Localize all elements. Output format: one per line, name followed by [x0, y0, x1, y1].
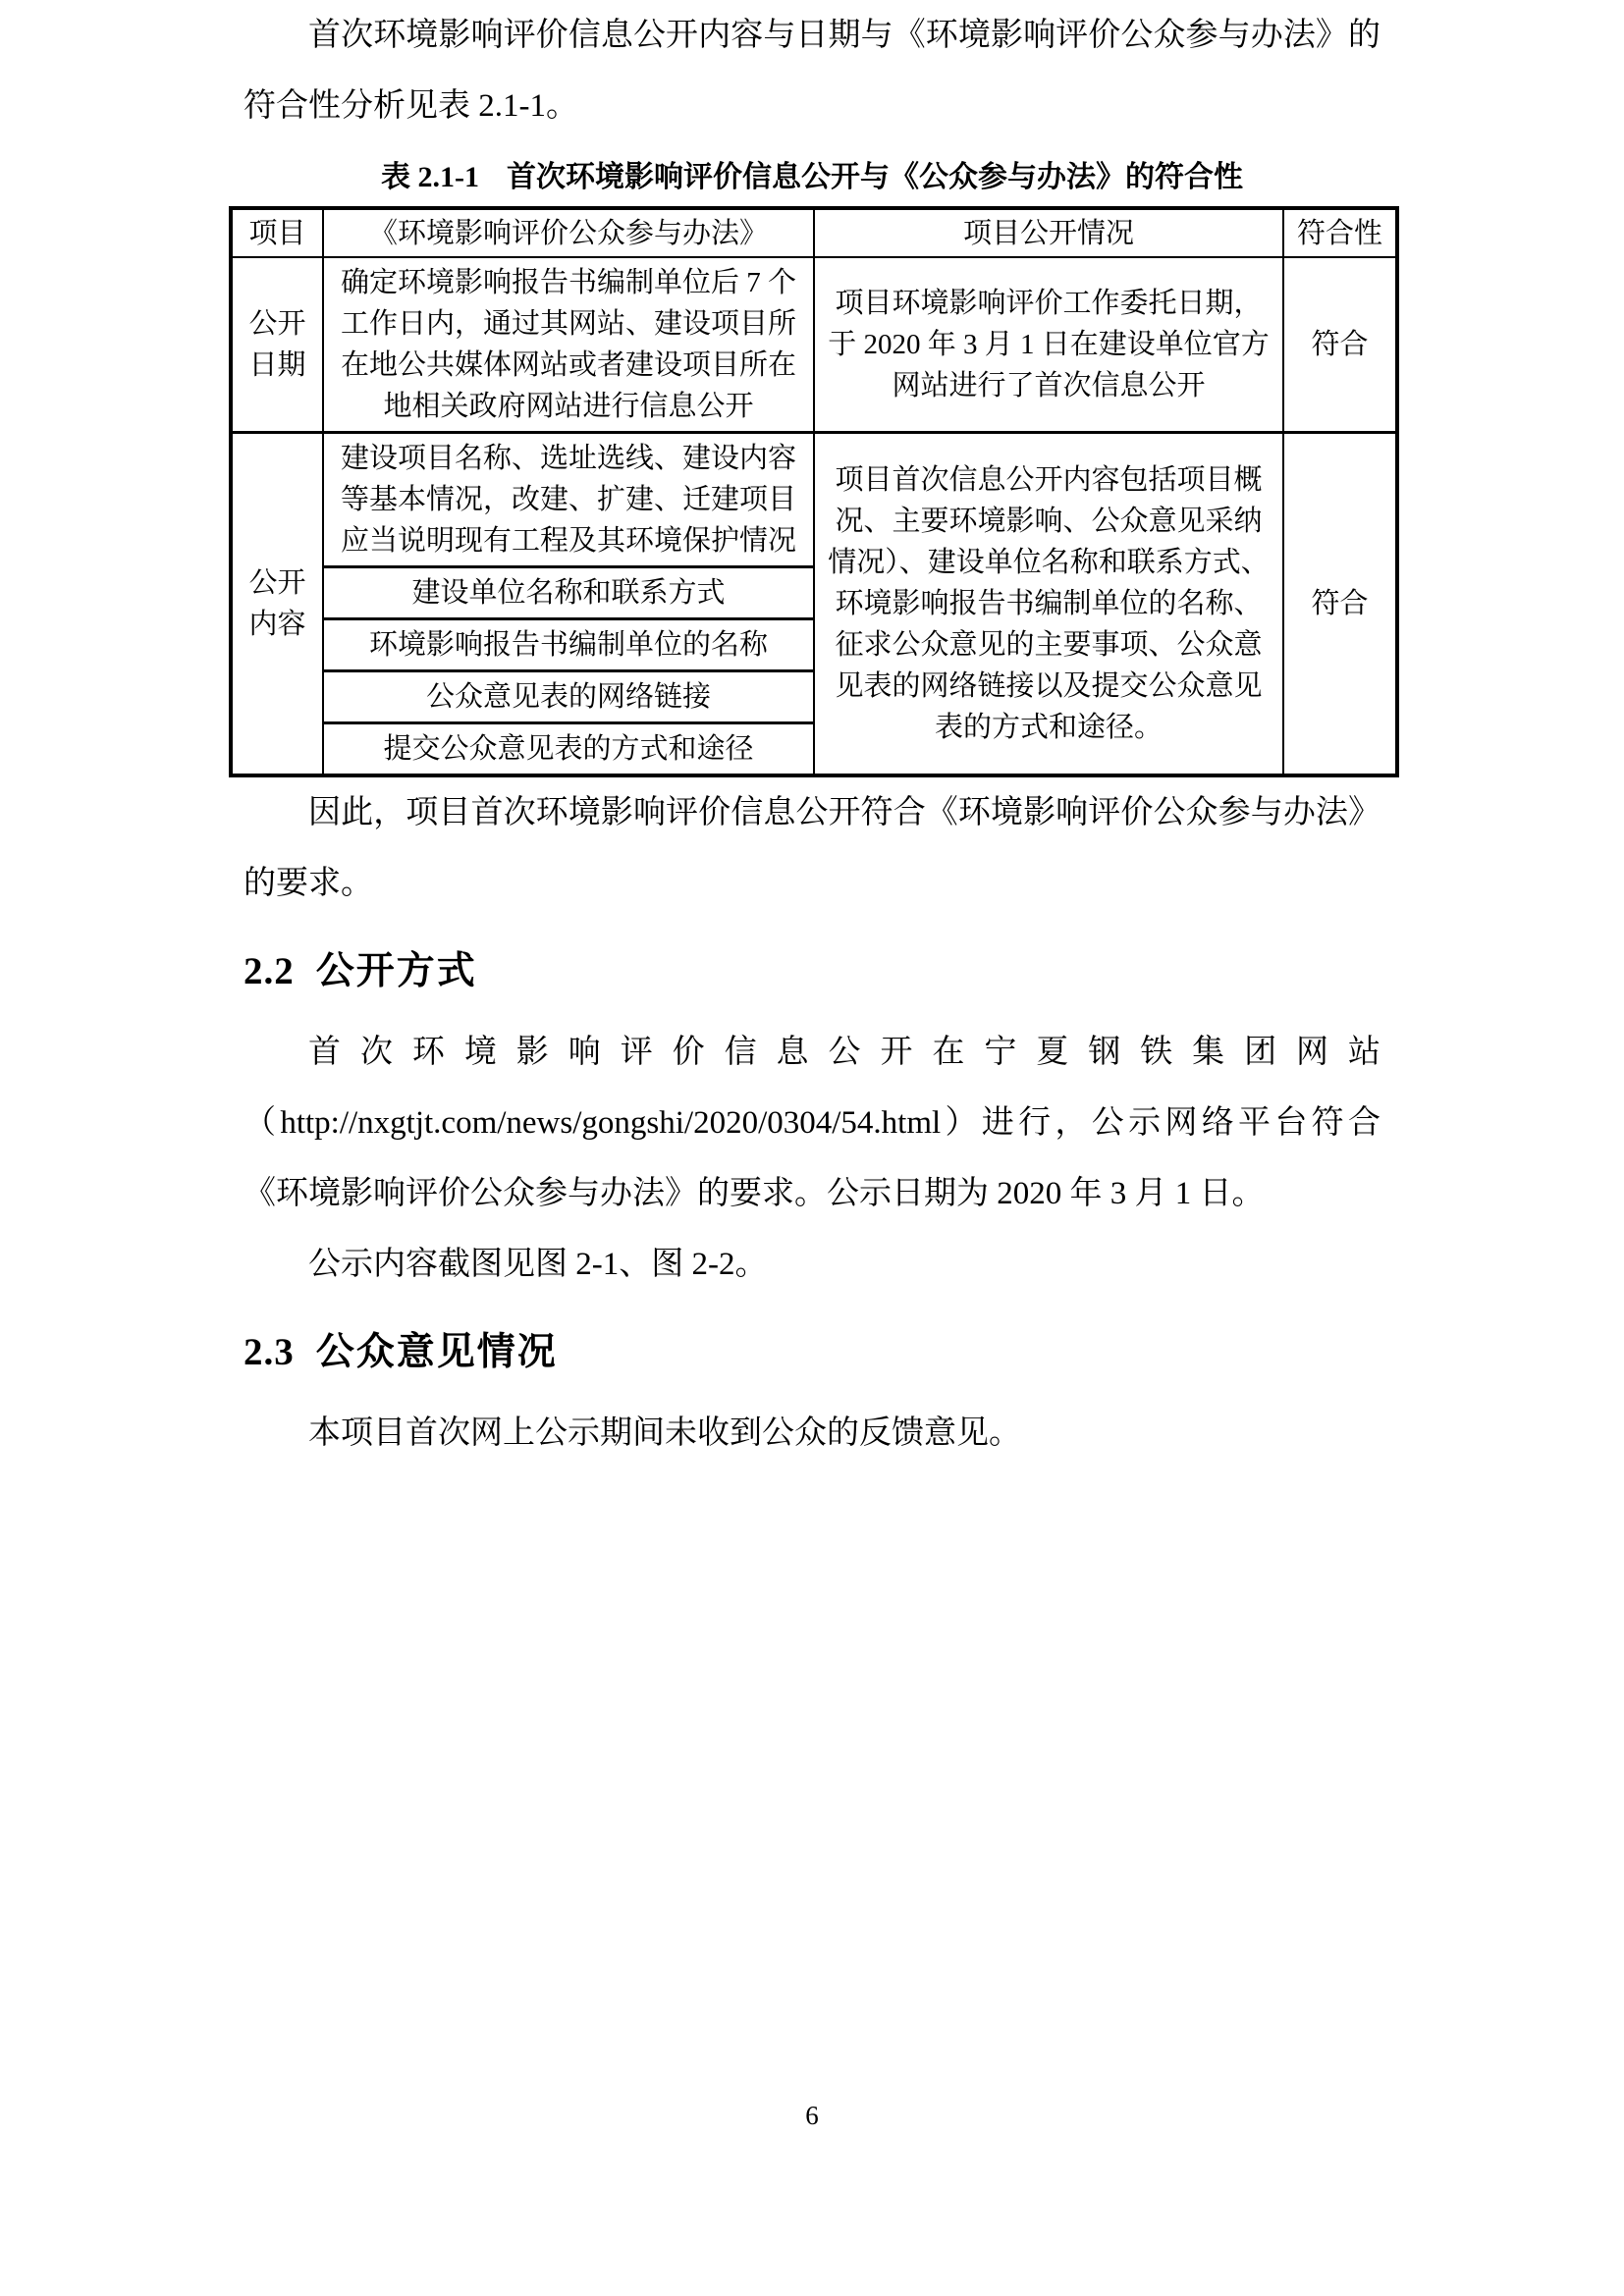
section-2-3-heading — [244, 1325, 1380, 1380]
header-cell-measures: 《环境影响评价公众参与办法》 — [323, 208, 814, 257]
intro-paragraph: 首次环境影响评价信息公开内容与日期与《环境影响评价公众参与办法》的符合性分析见表 2.1-1。 — [244, 18, 1380, 124]
cell-publish-content-requirement-5: 提交公众意见表的方式和途径 — [323, 723, 814, 776]
table-row-publish-content — [231, 433, 1397, 567]
section-2-2-paragraph-1: 首次环境影响评价信息公开在宁夏钢铁集团网站（http://nxgtjt.com/news/gongshi/2020/0304/54.html）进行，公示网络平台符合《环境影响评价公众参与办法》的要求。公示日期为 2020 年 3 月 1 日。 — [244, 1035, 1380, 1211]
cell-publish-content-requirement-3: 环境影响报告书编制单位的名称 — [323, 619, 814, 671]
compliance-table — [229, 206, 1399, 777]
section-2-2-heading — [244, 944, 1380, 999]
cell-publish-date-item: 公开日期 — [231, 257, 323, 433]
header-cell-item: 项目 — [231, 208, 323, 257]
cell-publish-content-conformity: 符合 — [1283, 433, 1397, 776]
section-2-3-title: 公众意见情况 — [315, 1331, 558, 1373]
cell-publish-date-status: 项目环境影响评价工作委托日期，于 2020 年 3 月 1 日在建设单位官方网站进行了首次信息公开 — [814, 257, 1283, 433]
section-2-2-paragraph-2: 公示内容截图见图 2-1、图 2-2。 — [308, 1247, 768, 1282]
conclusion-paragraph: 因此，项目首次环境影响评价信息公开符合《环境影响评价公众参与办法》的要求。 — [244, 795, 1380, 901]
cell-publish-content-item: 公开内容 — [231, 433, 323, 776]
cell-publish-content-requirement-1: 建设项目名称、选址选线、建设内容等基本情况，改建、扩建、迁建项目应当说明现有工程及其环境保护情况 — [323, 433, 814, 567]
cell-publish-content-requirement-4: 公众意见表的网络链接 — [323, 671, 814, 723]
table-row-publish-date — [231, 257, 1397, 433]
cell-publish-date-conformity: 符合 — [1283, 257, 1397, 433]
header-cell-status: 项目公开情况 — [814, 208, 1283, 257]
cell-publish-content-requirement-2: 建设单位名称和联系方式 — [323, 567, 814, 619]
table-title-text: 首次环境影响评价信息公开与《公众参与办法》的符合性 — [507, 161, 1243, 193]
section-2-3-paragraph-1: 本项目首次网上公示期间未收到公众的反馈意见。 — [308, 1415, 1021, 1451]
header-cell-conformity: 符合性 — [1283, 208, 1397, 257]
cell-publish-content-status: 项目首次信息公开内容包括项目概况、主要环境影响、公众意见采纳情况）、建设单位名称和联系方式、环境影响报告书编制单位的名称、征求公众意见的主要事项、公众意见表的网络链接以及提交公众意见表的方式和途径。 — [814, 433, 1283, 776]
table-header-row — [231, 208, 1397, 257]
table-title — [244, 157, 1380, 198]
cell-publish-date-requirement: 确定环境影响报告书编制单位后 7 个工作日内，通过其网站、建设项目所在地公共媒体网站或者建设项目所在地相关政府网站进行信息公开 — [323, 257, 814, 433]
section-2-2-title: 公开方式 — [315, 950, 477, 992]
section-2-3-number: 2.3 — [244, 1331, 295, 1373]
section-2-2-number: 2.2 — [244, 950, 295, 992]
table-title-label: 表 2.1-1 — [381, 161, 479, 193]
page-number: 6 — [805, 2101, 819, 2130]
document-content — [244, 0, 1380, 1468]
